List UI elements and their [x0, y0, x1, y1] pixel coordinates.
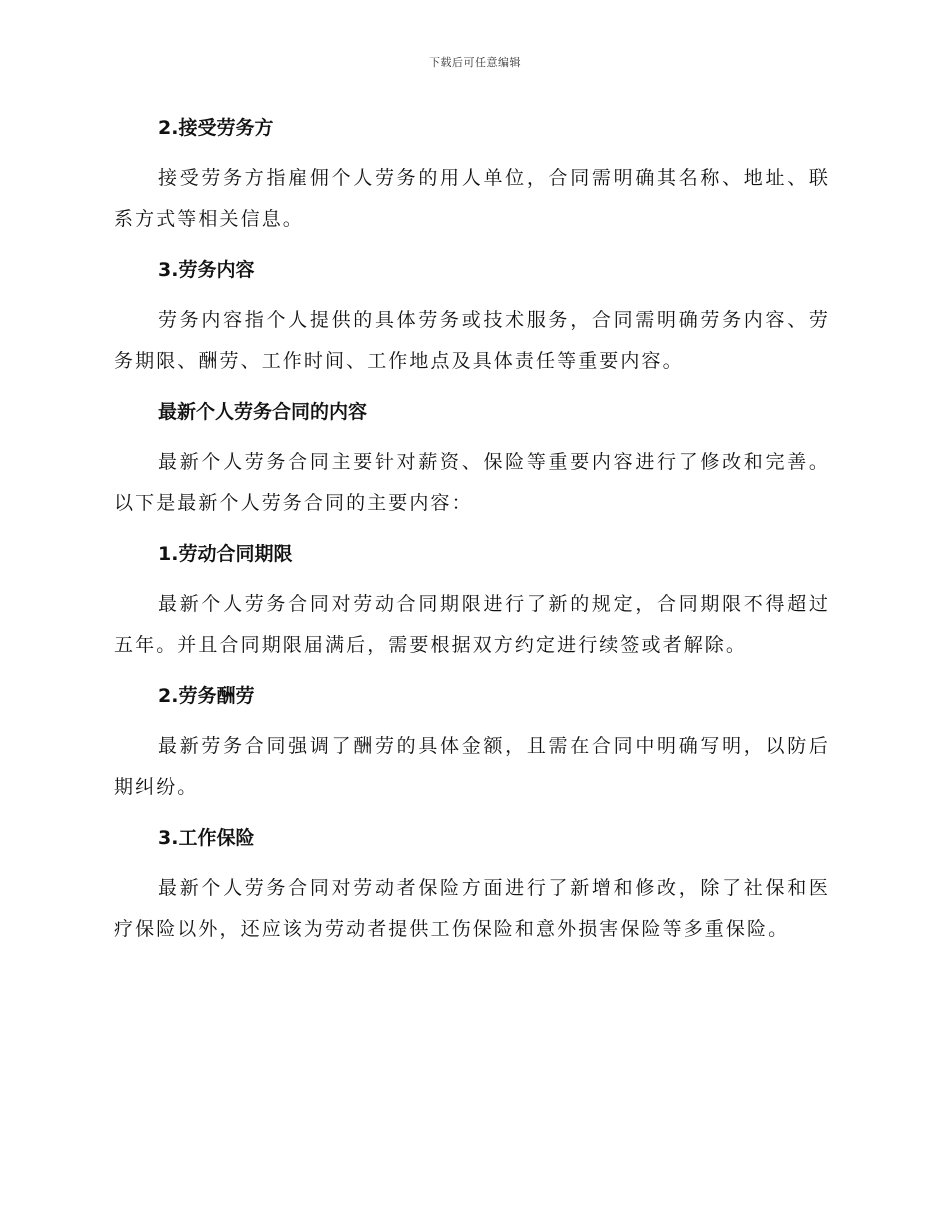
section-heading-latest-contract: 最新个人劳务合同的内容 [158, 401, 368, 423]
document-body [114, 108, 830, 960]
section-heading-remuneration: 2.劳务酬劳 [158, 685, 255, 707]
paragraph-service-content: 劳务内容指个人提供的具体劳务或技术服务，合同需明确劳务内容、劳务期限、酬劳、工作时间、工作地点及具体责任等重要内容。 [114, 309, 830, 372]
section-heading-work-insurance: 3.工作保险 [158, 827, 255, 849]
section-heading-service-content: 3.劳务内容 [158, 259, 255, 281]
paragraph-accepting-party: 接受劳务方指雇佣个人劳务的用人单位，合同需明确其名称、地址、联系方式等相关信息。 [114, 167, 830, 230]
section-heading-contract-term: 1.劳动合同期限 [158, 543, 293, 565]
paragraph-work-insurance: 最新个人劳务合同对劳动者保险方面进行了新增和修改，除了社保和医疗保险以外，还应该为劳动者提供工伤保险和意外损害保险等多重保险。 [114, 877, 830, 940]
paragraph-contract-term: 最新个人劳务合同对劳动合同期限进行了新的规定，合同期限不得超过五年。并且合同期限届满后，需要根据双方约定进行续签或者解除。 [114, 593, 830, 656]
section-heading-accepting-party: 2.接受劳务方 [158, 117, 274, 139]
paragraph-remuneration: 最新劳务合同强调了酬劳的具体金额，且需在合同中明确写明，以防后期纠纷。 [114, 735, 830, 798]
paragraph-latest-contract: 最新个人劳务合同主要针对薪资、保险等重要内容进行了修改和完善。以下是最新个人劳务合同的主要内容： [114, 451, 830, 514]
page-header: 下载后可任意编辑 [429, 56, 521, 69]
